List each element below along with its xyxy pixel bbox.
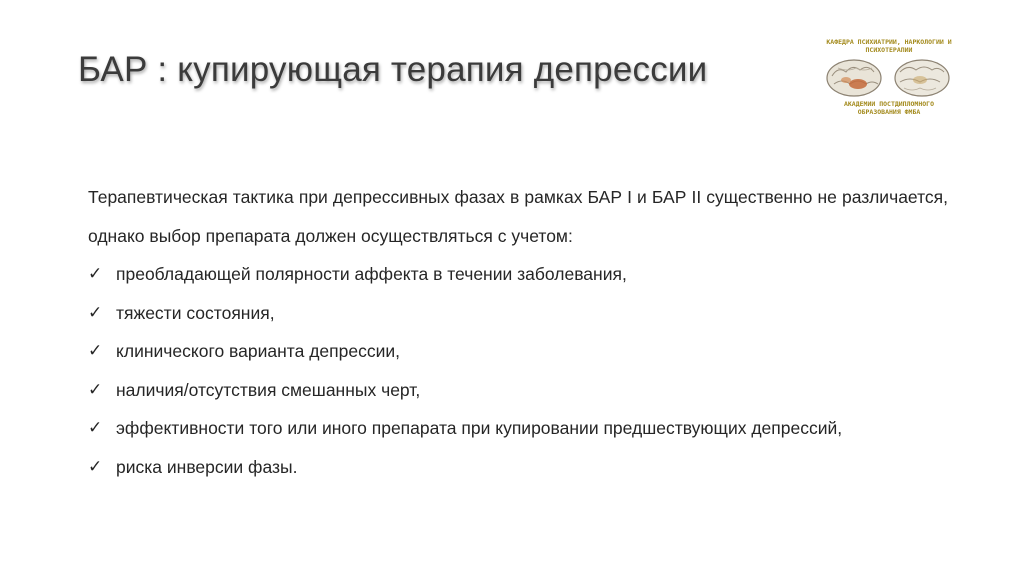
- slide-body: [88, 178, 948, 486]
- brain-icon: [824, 54, 954, 100]
- checkmark-icon: ✓: [88, 379, 103, 399]
- list-item-text: клинического варианта депрессии,: [116, 341, 401, 361]
- checkmark-icon: ✓: [88, 418, 103, 437]
- logo-top-text: КАФЕДРА ПСИХИАТРИИ, НАРКОЛОГИИ И ПСИХОТЕРАПИИ: [826, 38, 952, 54]
- list-item: [88, 294, 948, 333]
- checkmark-icon: ✓: [88, 341, 103, 360]
- list-item-text: эффективности того или иного препарата при купировании предшествующих депрессий,: [116, 418, 843, 438]
- list-item-text: преобладающей полярности аффекта в течении заболевания,: [116, 264, 627, 284]
- list-item: [88, 332, 948, 371]
- list-item: [88, 448, 948, 487]
- intro-paragraph: Терапевтическая тактика при депрессивных фазах в рамках БАР I и БАР II существенно не различается, однако выбор препарата должен осуществляться с учетом:: [88, 187, 948, 246]
- checkmark-icon: ✓: [88, 264, 103, 283]
- list-item-text: наличия/отсутствия смешанных черт,: [116, 379, 421, 400]
- list-item: [88, 255, 948, 294]
- slide-title: БАР : купирующая терапия депрессии: [78, 50, 708, 89]
- list-item: [88, 409, 948, 448]
- criteria-list: [88, 255, 948, 486]
- checkmark-icon: ✓: [88, 302, 103, 322]
- list-item-text: риска инверсии фазы.: [116, 456, 298, 477]
- checkmark-icon: ✓: [88, 456, 103, 476]
- list-item: [88, 371, 948, 410]
- logo-bottom-text: АКАДЕМИИ ПОСТДИПЛОМНОГО ОБРАЗОВАНИЯ ФМБА: [843, 100, 934, 116]
- department-logo: [824, 34, 954, 124]
- list-item-text: тяжести состояния,: [116, 302, 275, 323]
